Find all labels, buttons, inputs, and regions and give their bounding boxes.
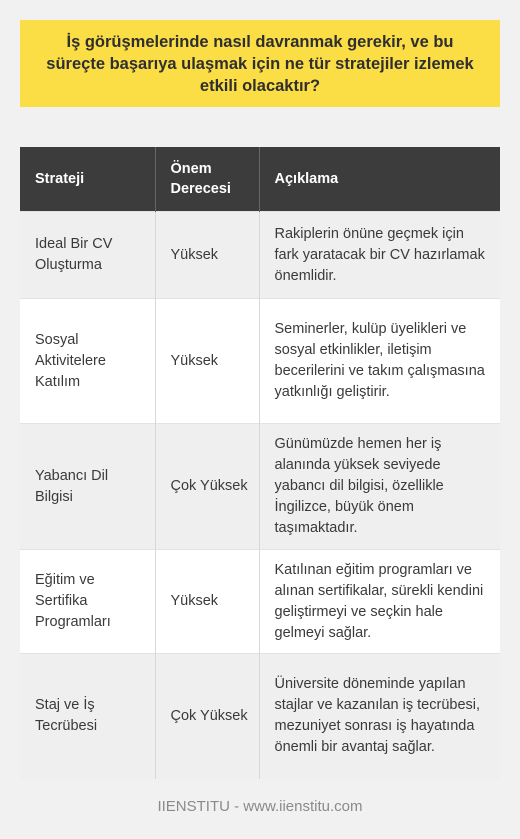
cell-strategy: Yabancı Dil Bilgisi xyxy=(20,424,155,550)
cell-importance: Yüksek xyxy=(155,299,259,424)
cell-importance: Çok Yüksek xyxy=(155,424,259,550)
footer-credit: IIENSTITU - www.iienstitu.com xyxy=(157,798,363,815)
cell-importance: Yüksek xyxy=(155,550,259,654)
table-row xyxy=(20,424,500,550)
cell-strategy: Ideal Bir CV Oluşturma xyxy=(20,212,155,299)
table-row xyxy=(20,299,500,424)
table-row xyxy=(20,212,500,299)
cell-description: Üniversite döneminde yapılan stajlar ve kazanılan iş tecrübesi, mezuniyet sonrası iş hayatında önemli bir avantaj sağlar. xyxy=(259,654,500,779)
cell-description: Katılınan eğitim programları ve alınan sertifikalar, sürekli kendini geliştirmeyi ve seçkin hale gelmeyi sağlar. xyxy=(259,550,500,654)
strategy-table xyxy=(20,147,500,779)
cell-description: Seminerler, kulüp üyelikleri ve sosyal etkinlikler, iletişim becerilerini ve takım çalışmasına yatkınlığı geliştirir. xyxy=(259,299,500,424)
title-banner xyxy=(20,20,500,107)
header-strategy: Strateji xyxy=(20,147,155,212)
table-row xyxy=(20,654,500,779)
table-row xyxy=(20,550,500,654)
cell-strategy: Sosyal Aktivitelere Katılım xyxy=(20,299,155,424)
table-header-row xyxy=(20,147,500,212)
cell-description: Günümüzde hemen her iş alanında yüksek seviyede yabancı dil bilgisi, özellikle İngilizce, büyük önem taşımaktadır. xyxy=(259,424,500,550)
cell-importance: Yüksek xyxy=(155,212,259,299)
header-description: Açıklama xyxy=(259,147,500,212)
cell-strategy: Eğitim ve Sertifika Programları xyxy=(20,550,155,654)
cell-importance: Çok Yüksek xyxy=(155,654,259,779)
header-importance: Önem Derecesi xyxy=(155,147,259,212)
page-title: İş görüşmelerinde nasıl davranmak gerekir, ve bu süreçte başarıya ulaşmak için ne tür stratejiler izlemek etkili olacaktır? xyxy=(46,32,474,95)
cell-strategy: Staj ve İş Tecrübesi xyxy=(20,654,155,779)
cell-description: Rakiplerin önüne geçmek için fark yaratacak bir CV hazırlamak önemlidir. xyxy=(259,212,500,299)
